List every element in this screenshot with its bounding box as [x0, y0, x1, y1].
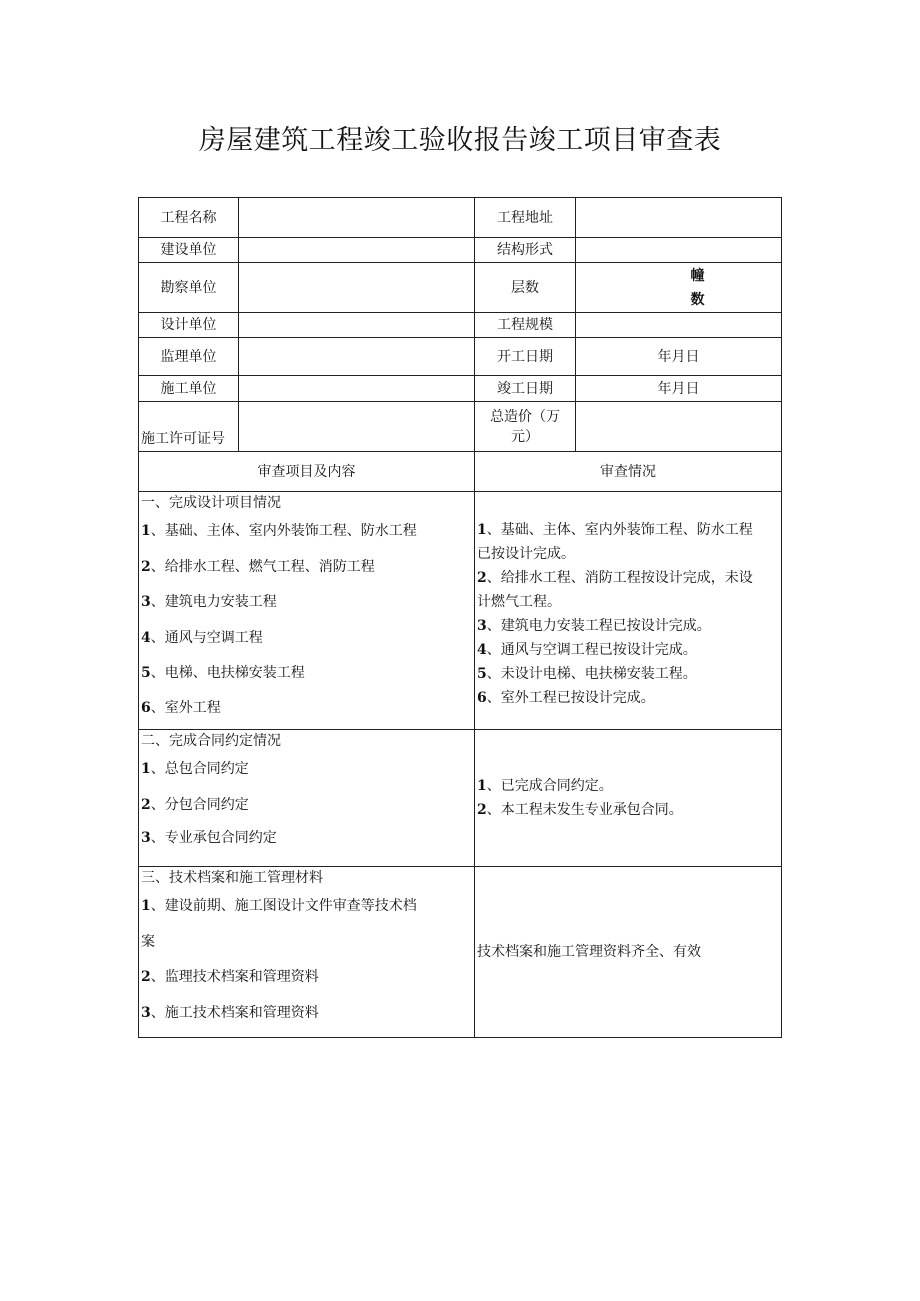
review-header-row	[139, 452, 782, 492]
list-item: 1、基础、主体、室内外装饰工程、防水工程	[141, 523, 417, 539]
section-heading: 三、技术档案和施工管理材料	[141, 870, 323, 886]
info-row-contractor	[139, 376, 782, 402]
result-line: 1、已完成合同约定。	[477, 778, 613, 794]
value-design-unit	[239, 313, 475, 338]
result-line: 2、本工程未发生专业承包合同。	[477, 802, 683, 818]
result-line: 3、建筑电力安装工程已按设计完成。	[477, 618, 711, 634]
list-item: 5、电梯、电扶梯安装工程	[141, 665, 305, 681]
result-line: 4、通风与空调工程已按设计完成。	[477, 642, 697, 658]
label-project-name: 工程名称	[139, 198, 239, 238]
result-line: 已按设计完成。	[477, 546, 575, 562]
label-permit-number: 施工许可证号	[139, 402, 239, 452]
label-completion-date: 竣工日期	[475, 376, 576, 402]
list-item: 2、分包合同约定	[141, 796, 249, 813]
value-project-scale	[576, 313, 782, 338]
list-item: 2、给排水工程、燃气工程、消防工程	[141, 558, 375, 575]
label-contractor: 施工单位	[139, 376, 239, 402]
list-item: 3、施工技术档案和管理资料	[141, 1004, 319, 1021]
section-heading: 一、完成设计项目情况	[141, 495, 281, 511]
label-start-date: 开工日期	[475, 338, 576, 376]
list-item: 3、专业承包合同约定	[141, 830, 277, 846]
result-line: 5、未设计电梯、电扶梯安装工程。	[477, 666, 697, 682]
section-archives-items	[139, 867, 475, 1038]
value-floors-line-2: 数	[690, 291, 705, 308]
value-floors-line-1: 幢	[690, 267, 705, 284]
value-total-cost	[576, 402, 782, 452]
value-permit-number	[239, 402, 475, 452]
section-contract-result	[475, 730, 782, 867]
list-item: 6、室外工程	[141, 699, 221, 716]
review-header-items: 审查项目及内容	[139, 452, 475, 492]
value-contractor	[239, 376, 475, 402]
value-project-address	[576, 198, 782, 238]
value-construction-unit	[239, 238, 475, 263]
label-total-cost-line-1: 总造价（万	[490, 408, 560, 425]
list-item: 1、总包合同约定	[141, 761, 249, 777]
section-contract-items	[139, 730, 475, 867]
info-row-survey-unit	[139, 263, 782, 313]
label-total-cost-line-2: 元）	[511, 428, 539, 445]
label-project-address: 工程地址	[475, 198, 576, 238]
value-survey-unit	[239, 263, 475, 313]
list-item: 2、监理技术档案和管理资料	[141, 969, 319, 985]
result-line: 2、给排水工程、消防工程按设计完成，未设	[477, 570, 753, 586]
result-line: 6、室外工程已按设计完成。	[477, 690, 655, 706]
label-floors: 层数	[475, 263, 576, 313]
label-design-unit: 设计单位	[139, 313, 239, 338]
list-item: 4、通风与空调工程	[141, 629, 263, 646]
result-line: 计燃气工程。	[477, 594, 561, 610]
info-row-permit	[139, 402, 782, 452]
label-construction-unit: 建设单位	[139, 238, 239, 263]
label-supervision-unit: 监理单位	[139, 338, 239, 376]
section-archives-result	[475, 867, 782, 1038]
value-structure-type	[576, 238, 782, 263]
value-floors	[576, 263, 782, 313]
review-header-status: 审查情况	[475, 452, 782, 492]
info-row-construction-unit	[139, 238, 782, 263]
value-supervision-unit	[239, 338, 475, 376]
review-table	[138, 197, 782, 1038]
list-item: 1、建设前期、施工图设计文件审查等技术档	[141, 898, 417, 914]
value-completion-date: 年月日	[576, 376, 782, 402]
label-survey-unit: 勘察单位	[139, 263, 239, 313]
result-line: 1、基础、主体、室内外装饰工程、防水工程	[477, 522, 753, 538]
value-start-date: 年月日	[576, 338, 782, 376]
section-row-archives	[139, 867, 782, 1038]
list-item: 案	[141, 933, 155, 950]
section-row-contract	[139, 730, 782, 867]
section-row-design	[139, 492, 782, 730]
value-project-name	[239, 198, 475, 238]
info-row-project-name	[139, 198, 782, 238]
list-item: 3、建筑电力安装工程	[141, 594, 277, 610]
section-design-items	[139, 492, 475, 730]
info-row-design-unit	[139, 313, 782, 338]
section-heading: 二、完成合同约定情况	[141, 733, 281, 749]
label-total-cost	[475, 402, 576, 452]
info-row-supervision-unit	[139, 338, 782, 376]
label-structure-type: 结构形式	[475, 238, 576, 263]
page-title: 房屋建筑工程竣工验收报告竣工项目审查表	[198, 125, 722, 156]
result-line: 技术档案和施工管理资料齐全、有效	[477, 944, 701, 960]
section-design-result	[475, 492, 782, 730]
label-project-scale: 工程规模	[475, 313, 576, 338]
